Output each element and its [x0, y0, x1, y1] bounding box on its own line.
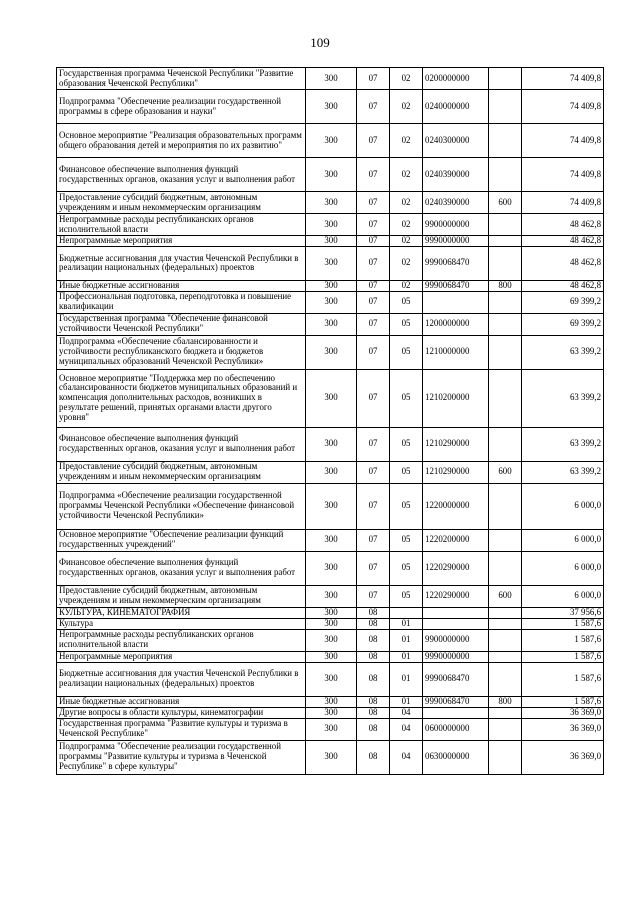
- table-row: [57, 291, 604, 313]
- row-target-article: 1210290000: [423, 427, 489, 461]
- row-expense-type: [489, 551, 522, 585]
- table-row: [57, 427, 604, 461]
- row-subsection: 04: [390, 707, 423, 718]
- row-target-article: 0630000000: [423, 740, 489, 774]
- row-expense-type: 600: [489, 192, 522, 214]
- table-row: [57, 651, 604, 662]
- row-amount: 36 369,0: [522, 718, 604, 740]
- row-amount: 69 399,2: [522, 313, 604, 335]
- row-target-article: 9990068470: [423, 246, 489, 280]
- table-row: [57, 90, 604, 124]
- row-target-article: [423, 707, 489, 718]
- row-expense-type: [489, 651, 522, 662]
- row-expense-type: [489, 90, 522, 124]
- row-amount: 6 000,0: [522, 585, 604, 607]
- row-expense-type: [489, 607, 522, 618]
- row-section: 07: [357, 192, 390, 214]
- row-amount: 6 000,0: [522, 483, 604, 529]
- row-section: 08: [357, 696, 390, 707]
- row-subsection: 02: [390, 90, 423, 124]
- row-expense-type: [489, 246, 522, 280]
- row-subsection: 02: [390, 158, 423, 192]
- row-amount: 48 462,8: [522, 280, 604, 291]
- row-expense-type: [489, 158, 522, 192]
- row-code: 300: [306, 335, 357, 369]
- row-name: Подпрограмма «Обеспечение сбалансированности и устойчивости республиканского бюджета и бюджетов муниципальных образований Чеченской Республики»: [57, 335, 306, 369]
- row-section: 08: [357, 707, 390, 718]
- row-target-article: 9990068470: [423, 280, 489, 291]
- row-subsection: 05: [390, 335, 423, 369]
- table-row: [57, 662, 604, 696]
- row-target-article: [423, 291, 489, 313]
- table-row: [57, 718, 604, 740]
- row-subsection: 01: [390, 629, 423, 651]
- table-row: [57, 529, 604, 551]
- row-code: 300: [306, 291, 357, 313]
- row-expense-type: [489, 427, 522, 461]
- row-code: 300: [306, 651, 357, 662]
- row-code: 300: [306, 90, 357, 124]
- table-row: [57, 192, 604, 214]
- table-row: [57, 236, 604, 247]
- row-name: Бюджетные ассигнования для участия Чеченской Республики в реализации национальных (федеральных) проектов: [57, 246, 306, 280]
- row-section: 08: [357, 618, 390, 629]
- row-name: Иные бюджетные ассигнования: [57, 696, 306, 707]
- row-target-article: 0240390000: [423, 158, 489, 192]
- row-name: Подпрограмма "Обеспечение реализации государственной программы "Развитие культуры и туризма в Чеченской Республике" в сфере культуры": [57, 740, 306, 774]
- row-code: 300: [306, 718, 357, 740]
- row-subsection: 02: [390, 214, 423, 236]
- row-subsection: 01: [390, 651, 423, 662]
- row-expense-type: [489, 236, 522, 247]
- row-section: 07: [357, 90, 390, 124]
- row-name: Непрограммные мероприятия: [57, 651, 306, 662]
- row-name: Подпрограмма «Обеспечение реализации государственной программы Чеченской Республики «Обеспечение финансовой устойчивости Чеченской Республики»: [57, 483, 306, 529]
- row-expense-type: [489, 124, 522, 158]
- row-section: 07: [357, 483, 390, 529]
- row-target-article: 1220000000: [423, 483, 489, 529]
- row-expense-type: [489, 369, 522, 427]
- row-target-article: 0200000000: [423, 68, 489, 90]
- row-subsection: 05: [390, 483, 423, 529]
- row-name: Государственная программа "Развитие культуры и туризма в Чеченской Республике": [57, 718, 306, 740]
- table-row: [57, 158, 604, 192]
- row-subsection: 02: [390, 280, 423, 291]
- row-amount: 63 399,2: [522, 461, 604, 483]
- table-row: [57, 618, 604, 629]
- row-expense-type: [489, 335, 522, 369]
- row-amount: 48 462,8: [522, 214, 604, 236]
- row-code: 300: [306, 68, 357, 90]
- row-amount: 74 409,8: [522, 192, 604, 214]
- row-amount: 74 409,8: [522, 90, 604, 124]
- row-name: Финансовое обеспечение выполнения функций государственных органов, оказания услуг и выполнения работ: [57, 158, 306, 192]
- row-section: 07: [357, 335, 390, 369]
- row-name: Другие вопросы в области культуры, кинематографии: [57, 707, 306, 718]
- row-code: 300: [306, 313, 357, 335]
- row-target-article: [423, 618, 489, 629]
- row-section: 07: [357, 246, 390, 280]
- row-name: Непрограммные расходы республиканских органов исполнительной власти: [57, 214, 306, 236]
- row-expense-type: [489, 214, 522, 236]
- table-row: [57, 280, 604, 291]
- row-name: Государственная программа "Обеспечение финансовой устойчивости Чеченской Республики": [57, 313, 306, 335]
- row-section: 07: [357, 313, 390, 335]
- row-expense-type: [489, 291, 522, 313]
- row-name: Государственная программа Чеченской Республики "Развитие образования Чеченской Республики": [57, 68, 306, 90]
- row-name: Непрограммные мероприятия: [57, 236, 306, 247]
- row-subsection: 04: [390, 718, 423, 740]
- row-section: 07: [357, 291, 390, 313]
- row-name: Основное мероприятие "Поддержка мер по обеспечению сбалансированности бюджетов муниципальных образований и компенсация дополнительных расходов, возникших в результате решений, принятых органами власти другого уровня": [57, 369, 306, 427]
- row-section: 07: [357, 551, 390, 585]
- row-section: 07: [357, 158, 390, 192]
- row-target-article: 0240300000: [423, 124, 489, 158]
- row-amount: 36 369,0: [522, 707, 604, 718]
- row-code: 300: [306, 707, 357, 718]
- row-name: Основное мероприятие "Реализация образовательных программ общего образования детей и мероприятия по их развитию": [57, 124, 306, 158]
- row-expense-type: [489, 707, 522, 718]
- table-row: [57, 335, 604, 369]
- row-expense-type: [489, 529, 522, 551]
- row-section: 07: [357, 529, 390, 551]
- table-row: [57, 707, 604, 718]
- row-code: 300: [306, 427, 357, 461]
- row-subsection: 04: [390, 740, 423, 774]
- row-expense-type: [489, 718, 522, 740]
- row-code: 300: [306, 740, 357, 774]
- page-number: 109: [310, 35, 330, 50]
- row-target-article: 9900000000: [423, 629, 489, 651]
- row-amount: 74 409,8: [522, 68, 604, 90]
- row-section: 07: [357, 68, 390, 90]
- row-expense-type: 800: [489, 280, 522, 291]
- row-name: Профессиональная подготовка, переподготовка и повышение квалификации: [57, 291, 306, 313]
- row-expense-type: [489, 483, 522, 529]
- row-expense-type: [489, 618, 522, 629]
- row-section: 08: [357, 629, 390, 651]
- row-name: Предоставление субсидий бюджетным, автономным учреждениям и иным некоммерческим организациям: [57, 461, 306, 483]
- row-section: 07: [357, 585, 390, 607]
- row-subsection: 05: [390, 427, 423, 461]
- row-code: 300: [306, 461, 357, 483]
- row-section: 07: [357, 427, 390, 461]
- row-code: 300: [306, 369, 357, 427]
- row-amount: 36 369,0: [522, 740, 604, 774]
- row-amount: 63 399,2: [522, 427, 604, 461]
- row-expense-type: 600: [489, 461, 522, 483]
- row-target-article: 1210200000: [423, 369, 489, 427]
- row-subsection: 02: [390, 68, 423, 90]
- row-target-article: 9900000000: [423, 214, 489, 236]
- table-row: [57, 369, 604, 427]
- row-amount: 69 399,2: [522, 291, 604, 313]
- row-name: Финансовое обеспечение выполнения функций государственных органов, оказания услуг и выполнения работ: [57, 427, 306, 461]
- row-code: 300: [306, 551, 357, 585]
- row-subsection: 05: [390, 529, 423, 551]
- row-code: 300: [306, 662, 357, 696]
- row-code: 300: [306, 529, 357, 551]
- row-subsection: 05: [390, 551, 423, 585]
- table-row: [57, 607, 604, 618]
- row-target-article: 1200000000: [423, 313, 489, 335]
- row-section: 07: [357, 461, 390, 483]
- row-name: Предоставление субсидий бюджетным, автономным учреждениям и иным некоммерческим организациям: [57, 192, 306, 214]
- row-subsection: 02: [390, 124, 423, 158]
- row-target-article: 0240390000: [423, 192, 489, 214]
- row-amount: 6 000,0: [522, 529, 604, 551]
- row-expense-type: 600: [489, 585, 522, 607]
- row-name: КУЛЬТУРА, КИНЕМАТОГРАФИЯ: [57, 607, 306, 618]
- row-code: 300: [306, 585, 357, 607]
- row-amount: 1 587,6: [522, 651, 604, 662]
- row-amount: 6 000,0: [522, 551, 604, 585]
- row-expense-type: [489, 740, 522, 774]
- table-row: [57, 461, 604, 483]
- table-row: [57, 483, 604, 529]
- row-subsection: 05: [390, 369, 423, 427]
- row-name: Финансовое обеспечение выполнения функций государственных органов, оказания услуг и выполнения работ: [57, 551, 306, 585]
- row-target-article: 9990000000: [423, 236, 489, 247]
- table-row: [57, 124, 604, 158]
- row-subsection: 02: [390, 236, 423, 247]
- row-code: 300: [306, 629, 357, 651]
- row-target-article: [423, 607, 489, 618]
- row-section: 07: [357, 236, 390, 247]
- row-subsection: 02: [390, 192, 423, 214]
- row-amount: 37 956,6: [522, 607, 604, 618]
- row-subsection: 01: [390, 696, 423, 707]
- row-code: 300: [306, 280, 357, 291]
- table-row: [57, 585, 604, 607]
- row-section: 07: [357, 369, 390, 427]
- table-row: [57, 313, 604, 335]
- row-code: 300: [306, 158, 357, 192]
- row-name: Иные бюджетные ассигнования: [57, 280, 306, 291]
- row-code: 300: [306, 246, 357, 280]
- row-amount: 1 587,6: [522, 696, 604, 707]
- budget-table: [56, 67, 604, 775]
- row-target-article: 1210000000: [423, 335, 489, 369]
- table-row: [57, 246, 604, 280]
- row-section: 07: [357, 214, 390, 236]
- row-target-article: 1220200000: [423, 529, 489, 551]
- row-code: 300: [306, 618, 357, 629]
- row-target-article: 9990000000: [423, 651, 489, 662]
- row-amount: 48 462,8: [522, 246, 604, 280]
- row-amount: 63 399,2: [522, 335, 604, 369]
- row-subsection: [390, 607, 423, 618]
- row-subsection: 02: [390, 246, 423, 280]
- table-row: [57, 214, 604, 236]
- row-code: 300: [306, 607, 357, 618]
- row-expense-type: [489, 629, 522, 651]
- row-section: 08: [357, 662, 390, 696]
- row-expense-type: 800: [489, 696, 522, 707]
- row-code: 300: [306, 192, 357, 214]
- row-amount: 1 587,6: [522, 662, 604, 696]
- row-expense-type: [489, 662, 522, 696]
- table-row: [57, 551, 604, 585]
- table-row: [57, 629, 604, 651]
- row-name: Культура: [57, 618, 306, 629]
- row-section: 08: [357, 718, 390, 740]
- row-amount: 1 587,6: [522, 618, 604, 629]
- row-name: Подпрограмма "Обеспечение реализации государственной программы в сфере образования и науки": [57, 90, 306, 124]
- table-row: [57, 696, 604, 707]
- row-expense-type: [489, 313, 522, 335]
- row-section: 07: [357, 280, 390, 291]
- row-section: 08: [357, 607, 390, 618]
- row-name: Непрограммные расходы республиканских органов исполнительной власти: [57, 629, 306, 651]
- row-amount: 48 462,8: [522, 236, 604, 247]
- table-body: [57, 68, 604, 775]
- row-subsection: 05: [390, 585, 423, 607]
- row-subsection: 05: [390, 291, 423, 313]
- table-row: [57, 740, 604, 774]
- row-subsection: 01: [390, 618, 423, 629]
- row-amount: 74 409,8: [522, 158, 604, 192]
- row-target-article: 9990068470: [423, 696, 489, 707]
- row-expense-type: [489, 68, 522, 90]
- row-code: 300: [306, 696, 357, 707]
- row-code: 300: [306, 214, 357, 236]
- row-name: Бюджетные ассигнования для участия Чеченской Республики в реализации национальных (федеральных) проектов: [57, 662, 306, 696]
- table-row: [57, 68, 604, 90]
- row-subsection: 05: [390, 461, 423, 483]
- row-section: 08: [357, 740, 390, 774]
- row-target-article: 1220290000: [423, 551, 489, 585]
- row-amount: 1 587,6: [522, 629, 604, 651]
- row-subsection: 01: [390, 662, 423, 696]
- row-section: 08: [357, 651, 390, 662]
- row-section: 07: [357, 124, 390, 158]
- row-target-article: 1220290000: [423, 585, 489, 607]
- row-target-article: 9990068470: [423, 662, 489, 696]
- row-target-article: 0600000000: [423, 718, 489, 740]
- row-code: 300: [306, 124, 357, 158]
- row-name: Предоставление субсидий бюджетным, автономным учреждениям и иным некоммерческим организациям: [57, 585, 306, 607]
- row-target-article: 1210290000: [423, 461, 489, 483]
- row-name: Основное мероприятие "Обеспечение реализации функций государственных учреждений": [57, 529, 306, 551]
- row-target-article: 0240000000: [423, 90, 489, 124]
- row-code: 300: [306, 236, 357, 247]
- row-subsection: 05: [390, 313, 423, 335]
- row-code: 300: [306, 483, 357, 529]
- row-amount: 74 409,8: [522, 124, 604, 158]
- row-amount: 63 399,2: [522, 369, 604, 427]
